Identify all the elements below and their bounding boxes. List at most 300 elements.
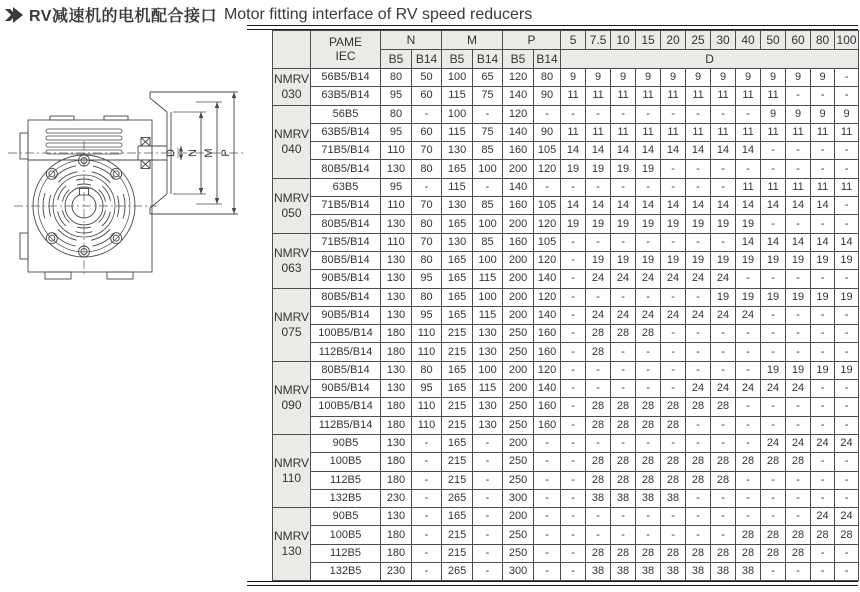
d-value-cell: 28 xyxy=(661,471,686,489)
d-value-cell: - xyxy=(611,380,636,398)
d-value-cell: - xyxy=(611,343,636,361)
dimension-value-cell: 200 xyxy=(503,251,534,269)
d-value-cell: 38 xyxy=(736,563,761,581)
sub-header-b5: B5 xyxy=(442,50,473,69)
d-value-cell: 24 xyxy=(835,508,859,526)
dimension-value-cell: 215 xyxy=(442,398,473,416)
iec-frame-cell: 112B5 xyxy=(311,544,381,562)
dimension-value-cell: 165 xyxy=(442,270,473,288)
d-value-cell: 19 xyxy=(586,215,611,233)
page-title xyxy=(5,3,532,26)
d-value-cell: - xyxy=(586,434,611,452)
dimension-value-cell: 120 xyxy=(534,160,561,178)
d-value-cell: 14 xyxy=(736,197,761,215)
group-label-cell: NMRV 090 xyxy=(273,361,311,434)
d-value-cell: - xyxy=(761,563,786,581)
dimension-value-cell: 265 xyxy=(442,489,473,507)
d-value-cell: 19 xyxy=(611,215,636,233)
iec-frame-cell: 80B5/B14 xyxy=(311,160,381,178)
d-value-cell: - xyxy=(561,361,586,379)
dimension-value-cell: 130 xyxy=(473,398,503,416)
dimension-value-cell: 130 xyxy=(381,361,412,379)
d-value-cell: 38 xyxy=(586,563,611,581)
d-value-cell: 11 xyxy=(636,87,661,105)
d-value-cell: - xyxy=(835,563,859,581)
d-value-cell: 24 xyxy=(786,380,811,398)
dimension-value-cell: - xyxy=(412,489,442,507)
d-value-cell: 28 xyxy=(786,526,811,544)
d-value-cell: 19 xyxy=(736,288,761,306)
d-value-cell: - xyxy=(835,325,859,343)
dimension-value-cell: 115 xyxy=(442,87,473,105)
d-value-cell: 28 xyxy=(636,325,661,343)
group-label-cell: NMRV 030 xyxy=(273,69,311,106)
dimension-value-cell: - xyxy=(534,489,561,507)
dimension-value-cell: 215 xyxy=(442,526,473,544)
d-value-cell: 28 xyxy=(761,453,786,471)
d-value-cell: 9 xyxy=(686,69,711,87)
iec-frame-cell: 90B5 xyxy=(311,434,381,452)
d-value-cell: - xyxy=(561,270,586,288)
sub-header-b5: B5 xyxy=(381,50,412,69)
d-value-cell: - xyxy=(661,434,686,452)
d-value-cell: - xyxy=(835,87,859,105)
dimension-value-cell: 160 xyxy=(534,325,561,343)
iec-frame-cell: 100B5 xyxy=(311,526,381,544)
iec-frame-cell: 63B5/B14 xyxy=(311,87,381,105)
dimension-value-cell: 200 xyxy=(503,270,534,288)
front-view xyxy=(8,116,246,279)
d-value-cell: 19 xyxy=(586,160,611,178)
table-row xyxy=(273,544,859,562)
iec-frame-cell: 71B5/B14 xyxy=(311,197,381,215)
d-value-cell: 28 xyxy=(686,453,711,471)
d-value-cell: 9 xyxy=(835,105,859,123)
sub-header-b14: B14 xyxy=(412,50,442,69)
ratio-header: 100 xyxy=(835,31,859,50)
table-row xyxy=(273,105,859,123)
d-value-cell: 11 xyxy=(686,87,711,105)
dimension-value-cell: 160 xyxy=(503,142,534,160)
d-value-cell: - xyxy=(561,178,586,196)
table-row xyxy=(273,69,859,87)
d-value-cell: 11 xyxy=(786,178,811,196)
d-value-cell: - xyxy=(811,142,835,160)
d-value-cell: - xyxy=(686,178,711,196)
d-value-cell: 28 xyxy=(636,544,661,562)
d-value-cell: 24 xyxy=(811,508,835,526)
dimension-value-cell: 80 xyxy=(412,160,442,178)
d-value-cell: - xyxy=(711,489,736,507)
d-value-cell: 14 xyxy=(736,233,761,251)
dimension-value-cell: - xyxy=(412,526,442,544)
d-value-cell: - xyxy=(586,288,611,306)
d-value-cell: 28 xyxy=(711,453,736,471)
dimension-value-cell: 95 xyxy=(381,87,412,105)
d-value-cell: - xyxy=(761,270,786,288)
dimension-value-cell: 95 xyxy=(412,306,442,324)
dimension-value-cell: 200 xyxy=(503,434,534,452)
dimension-value-cell: 250 xyxy=(503,398,534,416)
d-value-cell: - xyxy=(686,325,711,343)
dimension-value-cell: 85 xyxy=(473,197,503,215)
d-value-cell: 24 xyxy=(611,270,636,288)
d-value-cell: - xyxy=(561,471,586,489)
iec-frame-cell: 80B5/B14 xyxy=(311,215,381,233)
d-value-cell: - xyxy=(636,380,661,398)
d-value-cell: 24 xyxy=(636,270,661,288)
d-value-cell: - xyxy=(561,288,586,306)
d-value-cell: 14 xyxy=(611,197,636,215)
dimension-value-cell: 130 xyxy=(442,142,473,160)
iec-frame-cell: 71B5/B14 xyxy=(311,233,381,251)
d-value-cell: - xyxy=(561,251,586,269)
d-value-cell: 24 xyxy=(736,306,761,324)
dimension-value-cell: 90 xyxy=(534,87,561,105)
ratio-header: 25 xyxy=(686,31,711,50)
d-value-cell: - xyxy=(661,288,686,306)
d-value-cell: - xyxy=(636,105,661,123)
d-value-cell: - xyxy=(686,105,711,123)
d-value-cell: - xyxy=(561,233,586,251)
d-value-cell: - xyxy=(835,416,859,434)
d-value-cell: - xyxy=(636,178,661,196)
table-row xyxy=(273,343,859,361)
dimension-value-cell: 100 xyxy=(442,69,473,87)
table-header xyxy=(273,31,859,69)
d-value-cell: - xyxy=(711,343,736,361)
dimension-value-cell: 90 xyxy=(534,123,561,141)
d-value-cell: 28 xyxy=(611,471,636,489)
dimension-value-cell: 180 xyxy=(381,471,412,489)
table-row xyxy=(273,398,859,416)
d-value-cell: 14 xyxy=(811,233,835,251)
d-value-cell: - xyxy=(686,489,711,507)
d-value-cell: 24 xyxy=(811,434,835,452)
table-row xyxy=(273,489,859,507)
d-value-cell: - xyxy=(686,434,711,452)
dimension-value-cell: 165 xyxy=(442,361,473,379)
d-value-cell: - xyxy=(686,288,711,306)
group-label-cell: NMRV 050 xyxy=(273,178,311,233)
d-value-cell: 19 xyxy=(835,361,859,379)
d-value-cell: - xyxy=(561,105,586,123)
d-value-cell: 19 xyxy=(835,288,859,306)
d-value-cell: 19 xyxy=(736,251,761,269)
d-value-cell: - xyxy=(736,508,761,526)
dimension-value-cell: 140 xyxy=(534,306,561,324)
d-value-cell: 28 xyxy=(661,544,686,562)
d-value-cell: 28 xyxy=(611,416,636,434)
d-value-cell: 28 xyxy=(686,398,711,416)
table-row xyxy=(273,325,859,343)
iec-frame-cell: 100B5 xyxy=(311,453,381,471)
dimension-value-cell: 80 xyxy=(412,361,442,379)
d-value-cell: - xyxy=(786,416,811,434)
d-value-cell: - xyxy=(736,160,761,178)
d-value-cell: - xyxy=(736,416,761,434)
dimension-value-cell: 105 xyxy=(534,197,561,215)
d-value-cell: 19 xyxy=(686,215,711,233)
dimension-value-cell: 130 xyxy=(381,270,412,288)
d-value-cell: - xyxy=(711,361,736,379)
d-value-cell: 11 xyxy=(661,87,686,105)
table-row xyxy=(273,142,859,160)
d-value-cell: 9 xyxy=(811,105,835,123)
dimension-value-cell: 165 xyxy=(442,160,473,178)
dim-label-n: N xyxy=(187,149,199,157)
d-value-cell: - xyxy=(686,526,711,544)
table-row xyxy=(273,233,859,251)
dimension-value-cell: 140 xyxy=(503,123,534,141)
d-value-cell: - xyxy=(786,563,811,581)
dimension-value-cell: 95 xyxy=(381,178,412,196)
d-value-cell: - xyxy=(561,325,586,343)
d-value-cell: 9 xyxy=(761,69,786,87)
d-value-cell: - xyxy=(711,508,736,526)
d-value-cell: 28 xyxy=(586,325,611,343)
dimension-value-cell: 140 xyxy=(503,178,534,196)
d-value-cell: - xyxy=(661,160,686,178)
dimension-value-cell: 130 xyxy=(473,343,503,361)
dimension-value-cell: 120 xyxy=(534,361,561,379)
d-value-cell: - xyxy=(811,325,835,343)
d-value-cell: 9 xyxy=(786,105,811,123)
table-row xyxy=(273,215,859,233)
d-value-cell: 24 xyxy=(686,270,711,288)
d-value-cell: 14 xyxy=(661,197,686,215)
dimension-value-cell: - xyxy=(473,471,503,489)
d-value-cell: 9 xyxy=(661,69,686,87)
dimension-value-cell: 60 xyxy=(412,87,442,105)
d-value-cell: 28 xyxy=(586,471,611,489)
d-value-cell: - xyxy=(611,361,636,379)
iec-frame-cell: 90B5/B14 xyxy=(311,270,381,288)
d-value-cell: - xyxy=(711,325,736,343)
d-value-cell: 28 xyxy=(661,416,686,434)
d-value-cell: - xyxy=(786,306,811,324)
d-value-cell: - xyxy=(636,343,661,361)
d-value-cell: 19 xyxy=(636,160,661,178)
d-value-cell: - xyxy=(661,178,686,196)
d-value-cell: 28 xyxy=(611,453,636,471)
d-value-cell: 19 xyxy=(761,361,786,379)
d-value-cell: 28 xyxy=(761,526,786,544)
d-value-cell: - xyxy=(586,361,611,379)
table-row xyxy=(273,416,859,434)
d-value-cell: 11 xyxy=(586,123,611,141)
d-value-cell: - xyxy=(561,306,586,324)
d-value-cell: - xyxy=(561,563,586,581)
d-value-cell: - xyxy=(636,288,661,306)
d-value-cell: - xyxy=(736,361,761,379)
table-row xyxy=(273,123,859,141)
d-value-cell: 28 xyxy=(636,471,661,489)
d-value-cell: 24 xyxy=(686,380,711,398)
d-value-cell: - xyxy=(736,398,761,416)
title-marker-icon xyxy=(5,6,25,24)
iec-frame-cell: 112B5/B14 xyxy=(311,416,381,434)
dimension-value-cell: 115 xyxy=(473,270,503,288)
sub-header-b5: B5 xyxy=(503,50,534,69)
ratio-header: 30 xyxy=(711,31,736,50)
d-value-cell: - xyxy=(761,215,786,233)
d-value-cell: 19 xyxy=(586,251,611,269)
d-value-cell: 14 xyxy=(586,142,611,160)
d-value-cell: 38 xyxy=(586,489,611,507)
d-value-cell: 14 xyxy=(761,197,786,215)
d-value-cell: - xyxy=(661,105,686,123)
dimension-value-cell: 110 xyxy=(412,343,442,361)
d-value-cell: 19 xyxy=(711,251,736,269)
dimension-value-cell: 180 xyxy=(381,453,412,471)
dimension-value-cell: 140 xyxy=(503,87,534,105)
d-value-cell: 24 xyxy=(661,270,686,288)
d-value-cell: 28 xyxy=(661,398,686,416)
dimension-value-cell: 110 xyxy=(412,325,442,343)
d-value-cell: 38 xyxy=(636,563,661,581)
d-span-header: D xyxy=(561,50,859,69)
dimension-value-cell: 65 xyxy=(473,69,503,87)
iec-frame-cell: 71B5/B14 xyxy=(311,142,381,160)
d-value-cell: - xyxy=(835,398,859,416)
d-value-cell: - xyxy=(761,325,786,343)
iec-frame-cell: 112B5 xyxy=(311,471,381,489)
d-value-cell: 11 xyxy=(736,123,761,141)
table-body xyxy=(273,69,859,581)
d-value-cell: - xyxy=(686,233,711,251)
d-value-cell: - xyxy=(786,270,811,288)
dimension-value-cell: 165 xyxy=(442,380,473,398)
d-value-cell: - xyxy=(561,544,586,562)
col-header-n: N xyxy=(381,31,442,50)
dimension-value-cell: - xyxy=(534,434,561,452)
iec-frame-cell: 63B5/B14 xyxy=(311,123,381,141)
reducer-technical-drawing xyxy=(0,85,250,315)
dimension-value-cell: 300 xyxy=(503,489,534,507)
d-value-cell: - xyxy=(761,160,786,178)
d-value-cell: 11 xyxy=(761,178,786,196)
d-value-cell: 19 xyxy=(811,251,835,269)
d-value-cell: 11 xyxy=(611,123,636,141)
d-value-cell: 24 xyxy=(661,306,686,324)
dimension-value-cell: 265 xyxy=(442,563,473,581)
dimension-value-cell: - xyxy=(473,544,503,562)
dimension-value-cell: 230 xyxy=(381,563,412,581)
col-header-p: P xyxy=(503,31,561,50)
dimension-value-cell: 200 xyxy=(503,361,534,379)
d-value-cell: 14 xyxy=(835,233,859,251)
d-value-cell: - xyxy=(835,69,859,87)
d-value-cell: - xyxy=(786,142,811,160)
d-value-cell: - xyxy=(586,526,611,544)
d-value-cell: 11 xyxy=(686,123,711,141)
d-value-cell: 19 xyxy=(835,251,859,269)
d-value-cell: 19 xyxy=(711,288,736,306)
d-value-cell: - xyxy=(611,105,636,123)
dimension-value-cell: 160 xyxy=(534,398,561,416)
dimension-value-cell: 105 xyxy=(534,142,561,160)
d-value-cell: 19 xyxy=(611,251,636,269)
dimension-value-cell: 80 xyxy=(412,288,442,306)
d-value-cell: - xyxy=(736,434,761,452)
dimension-value-cell: 180 xyxy=(381,325,412,343)
dimension-value-cell: 115 xyxy=(442,123,473,141)
dimension-value-cell: 230 xyxy=(381,489,412,507)
d-value-cell: - xyxy=(561,416,586,434)
dimension-value-cell: - xyxy=(534,563,561,581)
dimension-value-cell: 120 xyxy=(534,251,561,269)
dimension-label-group xyxy=(165,148,232,157)
d-value-cell: - xyxy=(736,489,761,507)
ratio-header: 40 xyxy=(736,31,761,50)
d-value-cell: 14 xyxy=(811,197,835,215)
d-value-cell: 14 xyxy=(661,142,686,160)
d-value-cell: 28 xyxy=(636,453,661,471)
iec-frame-cell: 90B5 xyxy=(311,508,381,526)
d-value-cell: - xyxy=(611,233,636,251)
d-value-cell: - xyxy=(811,306,835,324)
dimension-value-cell: 180 xyxy=(381,398,412,416)
dimension-value-cell: 80 xyxy=(381,69,412,87)
d-value-cell: - xyxy=(636,361,661,379)
d-value-cell: 11 xyxy=(661,123,686,141)
dimension-value-cell: - xyxy=(473,508,503,526)
d-value-cell: - xyxy=(736,270,761,288)
d-value-cell: - xyxy=(661,233,686,251)
table-row xyxy=(273,306,859,324)
d-value-cell: - xyxy=(786,325,811,343)
d-value-cell: - xyxy=(636,526,661,544)
dimension-value-cell: 120 xyxy=(534,215,561,233)
d-value-cell: - xyxy=(811,270,835,288)
d-value-cell: 11 xyxy=(811,178,835,196)
dimension-value-cell: 115 xyxy=(473,306,503,324)
d-value-cell: 28 xyxy=(586,416,611,434)
d-value-cell: 28 xyxy=(711,471,736,489)
dimension-value-cell: 200 xyxy=(503,508,534,526)
d-value-cell: 11 xyxy=(736,87,761,105)
dimension-value-cell: - xyxy=(534,544,561,562)
dimension-value-cell: 60 xyxy=(412,123,442,141)
d-value-cell: 9 xyxy=(611,69,636,87)
dimension-value-cell: - xyxy=(412,563,442,581)
d-value-cell: - xyxy=(711,416,736,434)
dim-label-m: M xyxy=(203,148,215,158)
dimension-value-cell: 180 xyxy=(381,416,412,434)
dimension-value-cell: - xyxy=(473,489,503,507)
dimension-value-cell: 215 xyxy=(442,325,473,343)
d-value-cell: 38 xyxy=(711,563,736,581)
d-value-cell: 24 xyxy=(736,380,761,398)
dimension-value-cell: 250 xyxy=(503,453,534,471)
d-value-cell: - xyxy=(835,306,859,324)
table-row xyxy=(273,197,859,215)
d-value-cell: - xyxy=(736,471,761,489)
d-value-cell: 38 xyxy=(611,489,636,507)
iec-frame-cell: 100B5/B14 xyxy=(311,325,381,343)
d-value-cell: - xyxy=(811,453,835,471)
d-value-cell: 11 xyxy=(786,123,811,141)
d-value-cell: - xyxy=(736,105,761,123)
d-value-cell: - xyxy=(636,434,661,452)
dimension-value-cell: 200 xyxy=(503,215,534,233)
d-value-cell: 14 xyxy=(636,142,661,160)
dimension-value-cell: 50 xyxy=(412,69,442,87)
dimension-value-cell: 250 xyxy=(503,526,534,544)
d-value-cell: 14 xyxy=(786,233,811,251)
d-value-cell: 28 xyxy=(786,544,811,562)
